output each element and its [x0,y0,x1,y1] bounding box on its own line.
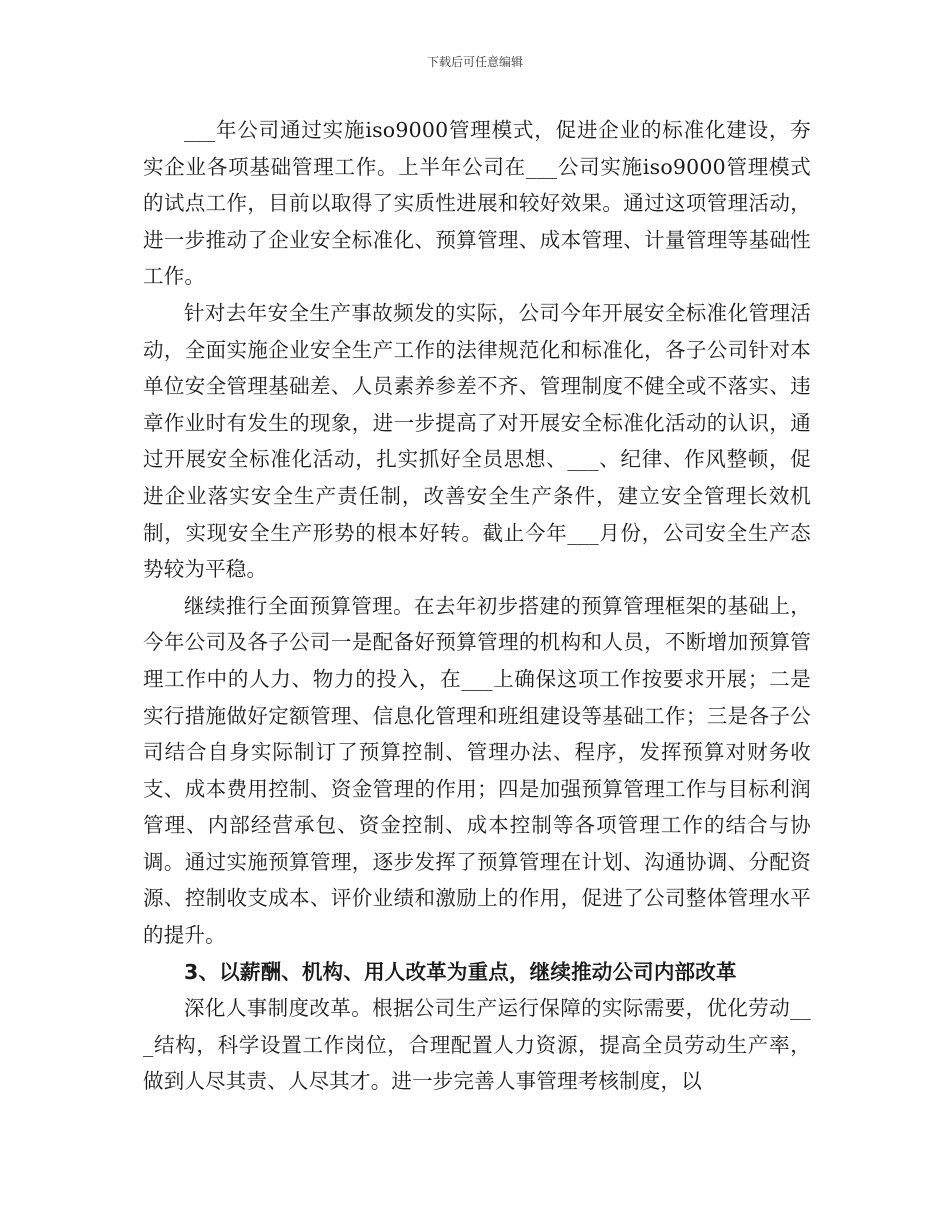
document-body [143,112,811,1100]
paragraph-iso9000: ___年公司通过实施iso9000管理模式，促进企业的标准化建设，夯实企业各项基础管理工作。上半年公司在___公司实施iso9000管理模式的试点工作，目前以取得了实质性进展和较好效果。通过这项管理活动，进一步推动了企业安全标准化、预算管理、成本管理、计量管理等基础性工作。 [143,118,811,289]
paragraph-safety-standardization: 针对去年安全生产事故频发的实际，公司今年开展安全标准化管理活动，全面实施企业安全生产工作的法律规范化和标准化，各子公司针对本单位安全管理基础差、人员素养参差不齐、管理制度不健全或不落实、违章作业时有发生的现象，进一步提高了对开展安全标准化活动的认识，通过开展安全标准化活动，扎实抓好全员思想、___、纪律、作风整顿，促进企业落实安全生产责任制，改善安全生产条件，建立安全管理长效机制，实现安全生产形势的根本好转。截止今年___月份，公司安全生产态势较为平稳。 [143,300,811,582]
page-header: 下载后可任意编辑 [426,55,523,69]
paragraph-personnel-reform: 深化人事制度改革。根据公司生产运行保障的实际需要，优化劳动___结构，科学设置工作岗位，合理配置人力资源，提高全员劳动生产率，做到人尽其责、人尽其才。进一步完善人事管理考核制度，以 [143,996,811,1094]
paragraph-budget-management: 继续推行全面预算管理。在去年初步搭建的预算管理框架的基础上，今年公司及各子公司一是配备好预算管理的机构和人员，不断增加预算管理工作中的人力、物力的投入，在___上确保这项工作按要求开展；二是实行措施做好定额管理、信息化管理和班组建设等基础工作；三是各子公司结合自身实际制订了预算控制、管理办法、程序，发挥预算对财务收支、成本费用控制、资金管理的作用；四是加强预算管理工作与目标利润管理、内部经营承包、资金控制、成本控制等各项管理工作的结合与协调。通过实施预算管理，逐步发挥了预算管理在计划、沟通协调、分配资源、控制收支成本、评价业绩和激励上的作用，促进了公司整体管理水平的提升。 [143,593,811,948]
section-heading: 3、以薪酬、机构、用人改革为重点，继续推动公司内部改革 [184,959,737,984]
